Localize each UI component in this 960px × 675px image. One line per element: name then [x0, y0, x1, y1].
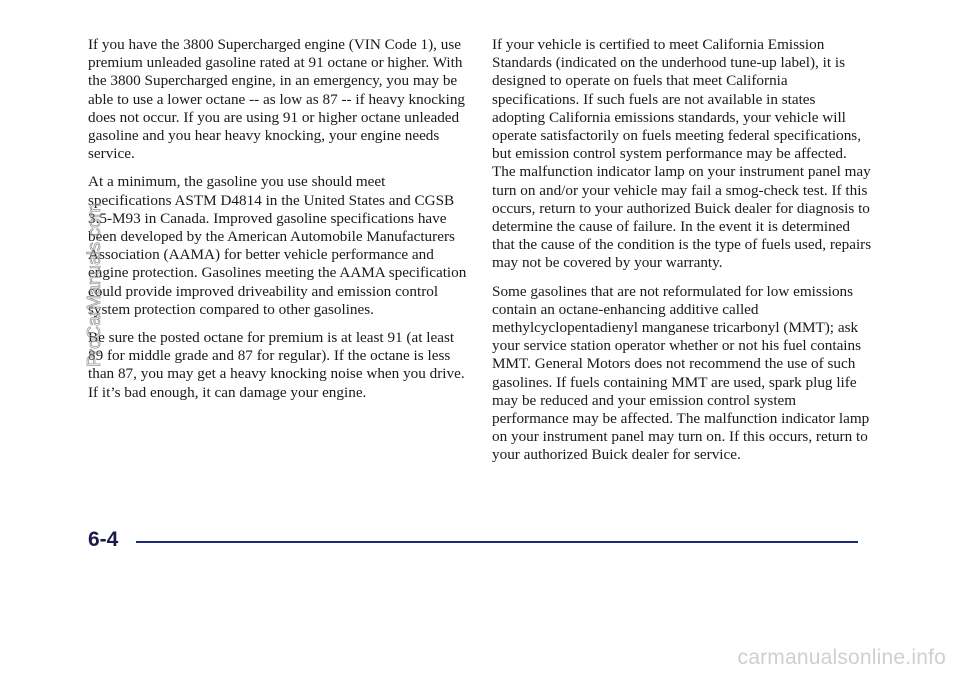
- left-column: [88, 36, 470, 412]
- right-column: [492, 36, 872, 475]
- paragraph: If you have the 3800 Supercharged engine (VIN Code 1), use premium unleaded gasoline rated at 91 octane or higher. With the 3800 Supercharged engine, in an emergency, you may be able to use a lower octane -- as low as 87 -- if heavy knocking does not occur. If you are using 91 or higher octane unleaded gasoline and you hear heavy knocking, your engine needs service.: [88, 36, 466, 163]
- paragraph: At a minimum, the gasoline you use should meet specifications ASTM D4814 in the United States and CGSB 3.5-M93 in Canada. Improved gasoline specifications have been developed by the American Automobile Manufacturers Association (AAMA) for better vehicle performance and engine protection. Gasolines meeting the AAMA specification could provide improved driveability and emission control system protection compared to other gasolines.: [88, 173, 467, 318]
- paragraph: Some gasolines that are not reformulated for low emissions contain an octane-enhancing additive called methylcyclopentadienyl manganese tricarbonyl (MMT); ask your service station operator whether or not his fuel contains MMT. General Motors does not recommend the use of such gasolines. If fuels containing MMT are used, spark plug life may be reduced and your emission control system performance may be affected. The malfunction indicator lamp on your instrument panel may turn on. If this occurs, return to your authorized Buick dealer for service.: [492, 282, 870, 464]
- paragraph: Be sure the posted octane for premium is at least 91 (at least 89 for middle grade and 87 for regular). If the octane is less than 87, you may get a heavy knocking noise when you drive. If it’s bad enough, it can damage your engine.: [88, 329, 465, 401]
- bottom-watermark[interactable]: carmanualsonline.info: [737, 646, 946, 669]
- paragraph: If your vehicle is certified to meet California Emission Standards (indicated on the underhood tune-up label), it is designed to operate on fuels that meet California specifications. If such fuels are not available in states adopting California emissions standards, your vehicle will operate satisfactorily on fuels meeting federal specifications, but emission control system performance may be affected. The malfunction indicator lamp on your instrument panel may turn on and/or your vehicle may fail a smog-check test. If this occurs, return to your authorized Buick dealer for diagnosis to determine the cause of failure. In the event it is determined that the cause of the condition is the type of fuels used, repairs may not be covered by your warranty.: [492, 36, 872, 272]
- side-watermark-text: ProCarManuals.com: [84, 202, 104, 368]
- page-number: 6-4: [88, 528, 119, 551]
- footer-rule: [136, 541, 858, 543]
